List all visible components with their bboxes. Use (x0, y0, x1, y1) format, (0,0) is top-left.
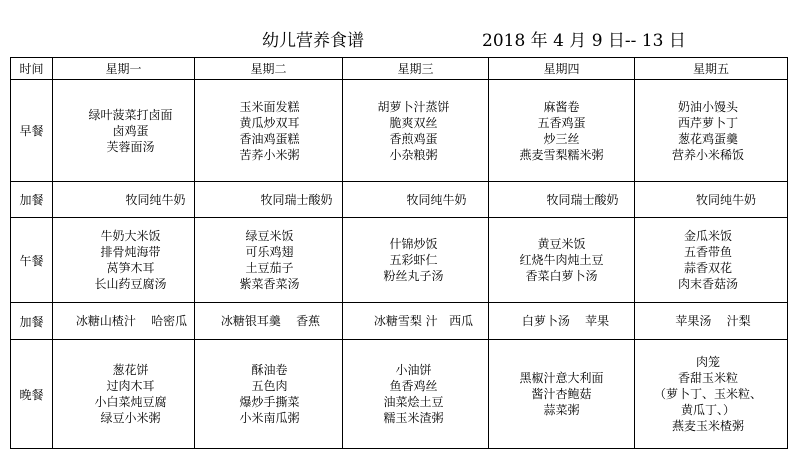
row-label-breakfast: 早餐 (11, 80, 53, 182)
row-label-lunch: 午餐 (11, 218, 53, 303)
page-title: 幼儿营养食谱 (262, 31, 364, 51)
dish: 小米南瓜粥 (239, 411, 300, 425)
dish: 脆爽双丝 (389, 115, 438, 130)
dish: 绿豆小米粥 (100, 411, 161, 425)
date-range: 2018 年 4 月 9 日-- 13 日 (482, 31, 686, 51)
dish: 紫菜香菜汤 (239, 277, 300, 291)
dish: 西芹萝卜丁 (677, 115, 738, 130)
row-label-dinner: 晚餐 (11, 340, 53, 449)
col-header-time: 时间 (11, 58, 53, 80)
dish: 香油鸡蛋糕 (239, 131, 300, 146)
dish: 绿叶菠菜打卤面 (88, 107, 173, 122)
snack-item: 苹果汤 汁梨 (675, 314, 751, 328)
dish: 什锦炒饭 (389, 237, 438, 251)
snack-item: 牧同瑞士酸奶 (546, 192, 619, 207)
dish: 金瓜米饭 (683, 229, 732, 243)
dish: 土豆茄子 (245, 261, 294, 275)
dish: 黑椒汁意大利面 (519, 371, 604, 385)
lunch-thursday (489, 218, 635, 303)
dish: 香煎鸡蛋 (389, 131, 438, 146)
lunch-friday (635, 218, 788, 303)
dish: 红烧牛肉炖土豆 (519, 253, 604, 267)
snack-item: 冰糖山楂汁 哈密瓜 (75, 314, 188, 328)
dish: 绿豆米饭 (245, 229, 294, 243)
dish: 葱花鸡蛋羹 (677, 131, 738, 146)
col-header-thursday: 星期四 (489, 58, 635, 80)
snack-tuesday (195, 182, 343, 218)
dish: 粉丝丸子汤 (383, 269, 444, 283)
snack-wednesday (343, 182, 489, 218)
dish: 蒜香双花 (683, 261, 732, 275)
dish: 黄瓜炒双耳 (239, 115, 300, 130)
dish-ingredients-wrap (629, 386, 787, 418)
snack-friday (635, 182, 788, 218)
snack-monday (53, 303, 195, 340)
header-row (11, 58, 788, 80)
row-dinner (11, 340, 788, 449)
snack-thursday (489, 303, 635, 340)
dinner-monday (53, 340, 195, 449)
dish: 鱼香鸡丝 (389, 379, 438, 393)
dinner-tuesday (195, 340, 343, 449)
dish: 糯玉米渣粥 (383, 411, 444, 425)
lunch-wednesday (343, 218, 489, 303)
snack-thursday (489, 182, 635, 218)
dinner-friday (635, 340, 788, 449)
breakfast-tuesday (195, 80, 343, 182)
dish: 肉笼 (695, 355, 720, 369)
dinner-thursday (489, 340, 635, 449)
snack-item: 冰糖银耳羹 香蕉 (220, 314, 321, 328)
lunch-tuesday (195, 218, 343, 303)
dish: 香菜白萝卜汤 (525, 269, 598, 283)
dish: 五彩虾仁 (389, 253, 438, 267)
dish: 可乐鸡翅 (245, 245, 294, 259)
dish: 五色肉 (251, 379, 288, 393)
dish: 排骨炖海带 (100, 245, 161, 259)
dish: 燕麦雪梨糯米粥 (519, 147, 604, 162)
breakfast-friday (635, 80, 788, 182)
lunch-monday (53, 218, 195, 303)
header (0, 24, 799, 50)
row-label-snack: 加餐 (11, 182, 53, 218)
dish: 炒三丝 (543, 131, 580, 146)
dish: 苦荞小米粥 (239, 147, 300, 162)
dish: 玉米面发糕 (239, 99, 300, 114)
dish: （萝卜丁、玉米粒、黄瓜丁、） (653, 387, 762, 417)
snack-item: 白萝卜汤 苹果 (521, 314, 610, 328)
snack-item: 牧同瑞士酸奶 (260, 192, 333, 207)
snack-item: 牧同纯牛奶 (125, 192, 186, 207)
breakfast-monday (53, 80, 195, 182)
row-lunch (11, 218, 788, 303)
dish: 胡萝卜汁蒸饼 (377, 99, 450, 114)
dish: 芙蓉面汤 (106, 139, 155, 154)
dish: 小油饼 (395, 363, 432, 377)
col-header-monday: 星期一 (53, 58, 195, 80)
col-header-friday: 星期五 (635, 58, 788, 80)
dish: 蒜菜粥 (543, 403, 580, 417)
row-afternoon-snack (11, 303, 788, 340)
dish: 长山药豆腐汤 (94, 277, 167, 291)
dish: 过肉木耳 (106, 379, 155, 393)
row-label-snack: 加餐 (11, 303, 53, 340)
dish: 营养小米稀饭 (671, 147, 744, 162)
dinner-wednesday (343, 340, 489, 449)
dish: 五香带鱼 (683, 245, 732, 259)
breakfast-thursday (489, 80, 635, 182)
breakfast-wednesday (343, 80, 489, 182)
dish: 肉末香菇汤 (677, 277, 738, 291)
snack-wednesday (343, 303, 489, 340)
dish: 爆炒手撕菜 (239, 395, 300, 409)
dish: 葱花饼 (112, 363, 149, 377)
dish: 黄豆米饭 (537, 237, 586, 251)
snack-item: 牧同纯牛奶 (695, 192, 756, 207)
dish: 小白菜炖豆腐 (94, 395, 167, 409)
dish: 油菜烩土豆 (383, 395, 444, 409)
row-breakfast (11, 80, 788, 182)
dish: 酱汁杏鲍菇 (531, 387, 592, 401)
dish: 麻酱卷 (543, 99, 580, 114)
snack-friday (635, 303, 788, 340)
dish: 燕麦玉米楂粥 (671, 419, 744, 433)
snack-tuesday (195, 303, 343, 340)
snack-item: 冰糖雪梨 汁 西瓜 (373, 314, 474, 328)
dish: 香甜玉米粒 (677, 371, 738, 385)
snack-monday (53, 182, 195, 218)
snack-item: 牧同纯牛奶 (406, 192, 467, 207)
dish: 卤鸡蛋 (112, 123, 149, 138)
menu-table (10, 57, 788, 449)
dish: 奶油小馒头 (677, 99, 738, 114)
dish: 莴笋木耳 (106, 261, 155, 275)
row-morning-snack (11, 182, 788, 218)
dish: 五香鸡蛋 (537, 115, 586, 130)
dish: 小杂粮粥 (389, 147, 438, 162)
dish: 酥油卷 (251, 363, 288, 377)
col-header-tuesday: 星期二 (195, 58, 343, 80)
dish: 牛奶大米饭 (100, 229, 161, 243)
col-header-wednesday: 星期三 (343, 58, 489, 80)
